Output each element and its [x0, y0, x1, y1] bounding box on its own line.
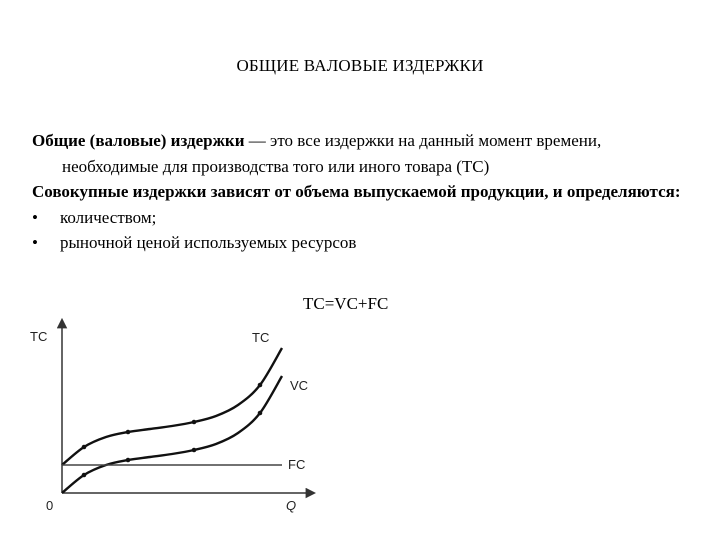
origin-label: 0: [46, 498, 54, 513]
definition-paragraph: [32, 128, 692, 179]
series-tc-point: [82, 445, 87, 450]
series-tc-point: [126, 430, 131, 435]
dependency-paragraph: [32, 179, 692, 205]
series-vc-line: [62, 376, 282, 493]
x-axis-label: Q: [286, 498, 297, 513]
plot-area: [62, 330, 308, 493]
body-text: [32, 128, 692, 256]
bullet-item: [32, 205, 692, 231]
series-vc-point: [192, 448, 197, 453]
series-tc-point: [258, 383, 263, 388]
series-tc-line: [62, 348, 282, 465]
slide-title: ОБЩИЕ ВАЛОВЫЕ ИЗДЕРЖКИ: [236, 56, 484, 75]
series-tc-point: [192, 420, 197, 425]
cost-chart: [24, 310, 324, 522]
series-vc-label: VC: [290, 378, 309, 393]
definition-term: Общие (валовые) издержки: [32, 131, 245, 150]
bullet-text: количеством;: [60, 207, 157, 227]
series-tc-label: TC: [252, 330, 270, 345]
series-fc-label: FC: [288, 457, 306, 472]
bullet-text: рыночной ценой используемых ресурсов: [60, 233, 357, 252]
bullet-dot-icon: •: [32, 233, 38, 252]
definition-text: — это все издержки на данный момент времени, необходимые для производства того или иного товара (ТС): [62, 131, 602, 176]
series-vc-point: [126, 458, 131, 463]
bullet-dot-icon: •: [32, 207, 38, 227]
series-vc-point: [82, 473, 87, 478]
formula: TC=VC+FC: [303, 294, 389, 313]
bullet-item: [32, 230, 692, 256]
y-axis-label: TC: [30, 329, 48, 344]
dependency-text: Совокупные издержки зависят от объема выпускаемой продукции, и определяются:: [32, 182, 681, 201]
series-vc-point: [258, 411, 263, 416]
